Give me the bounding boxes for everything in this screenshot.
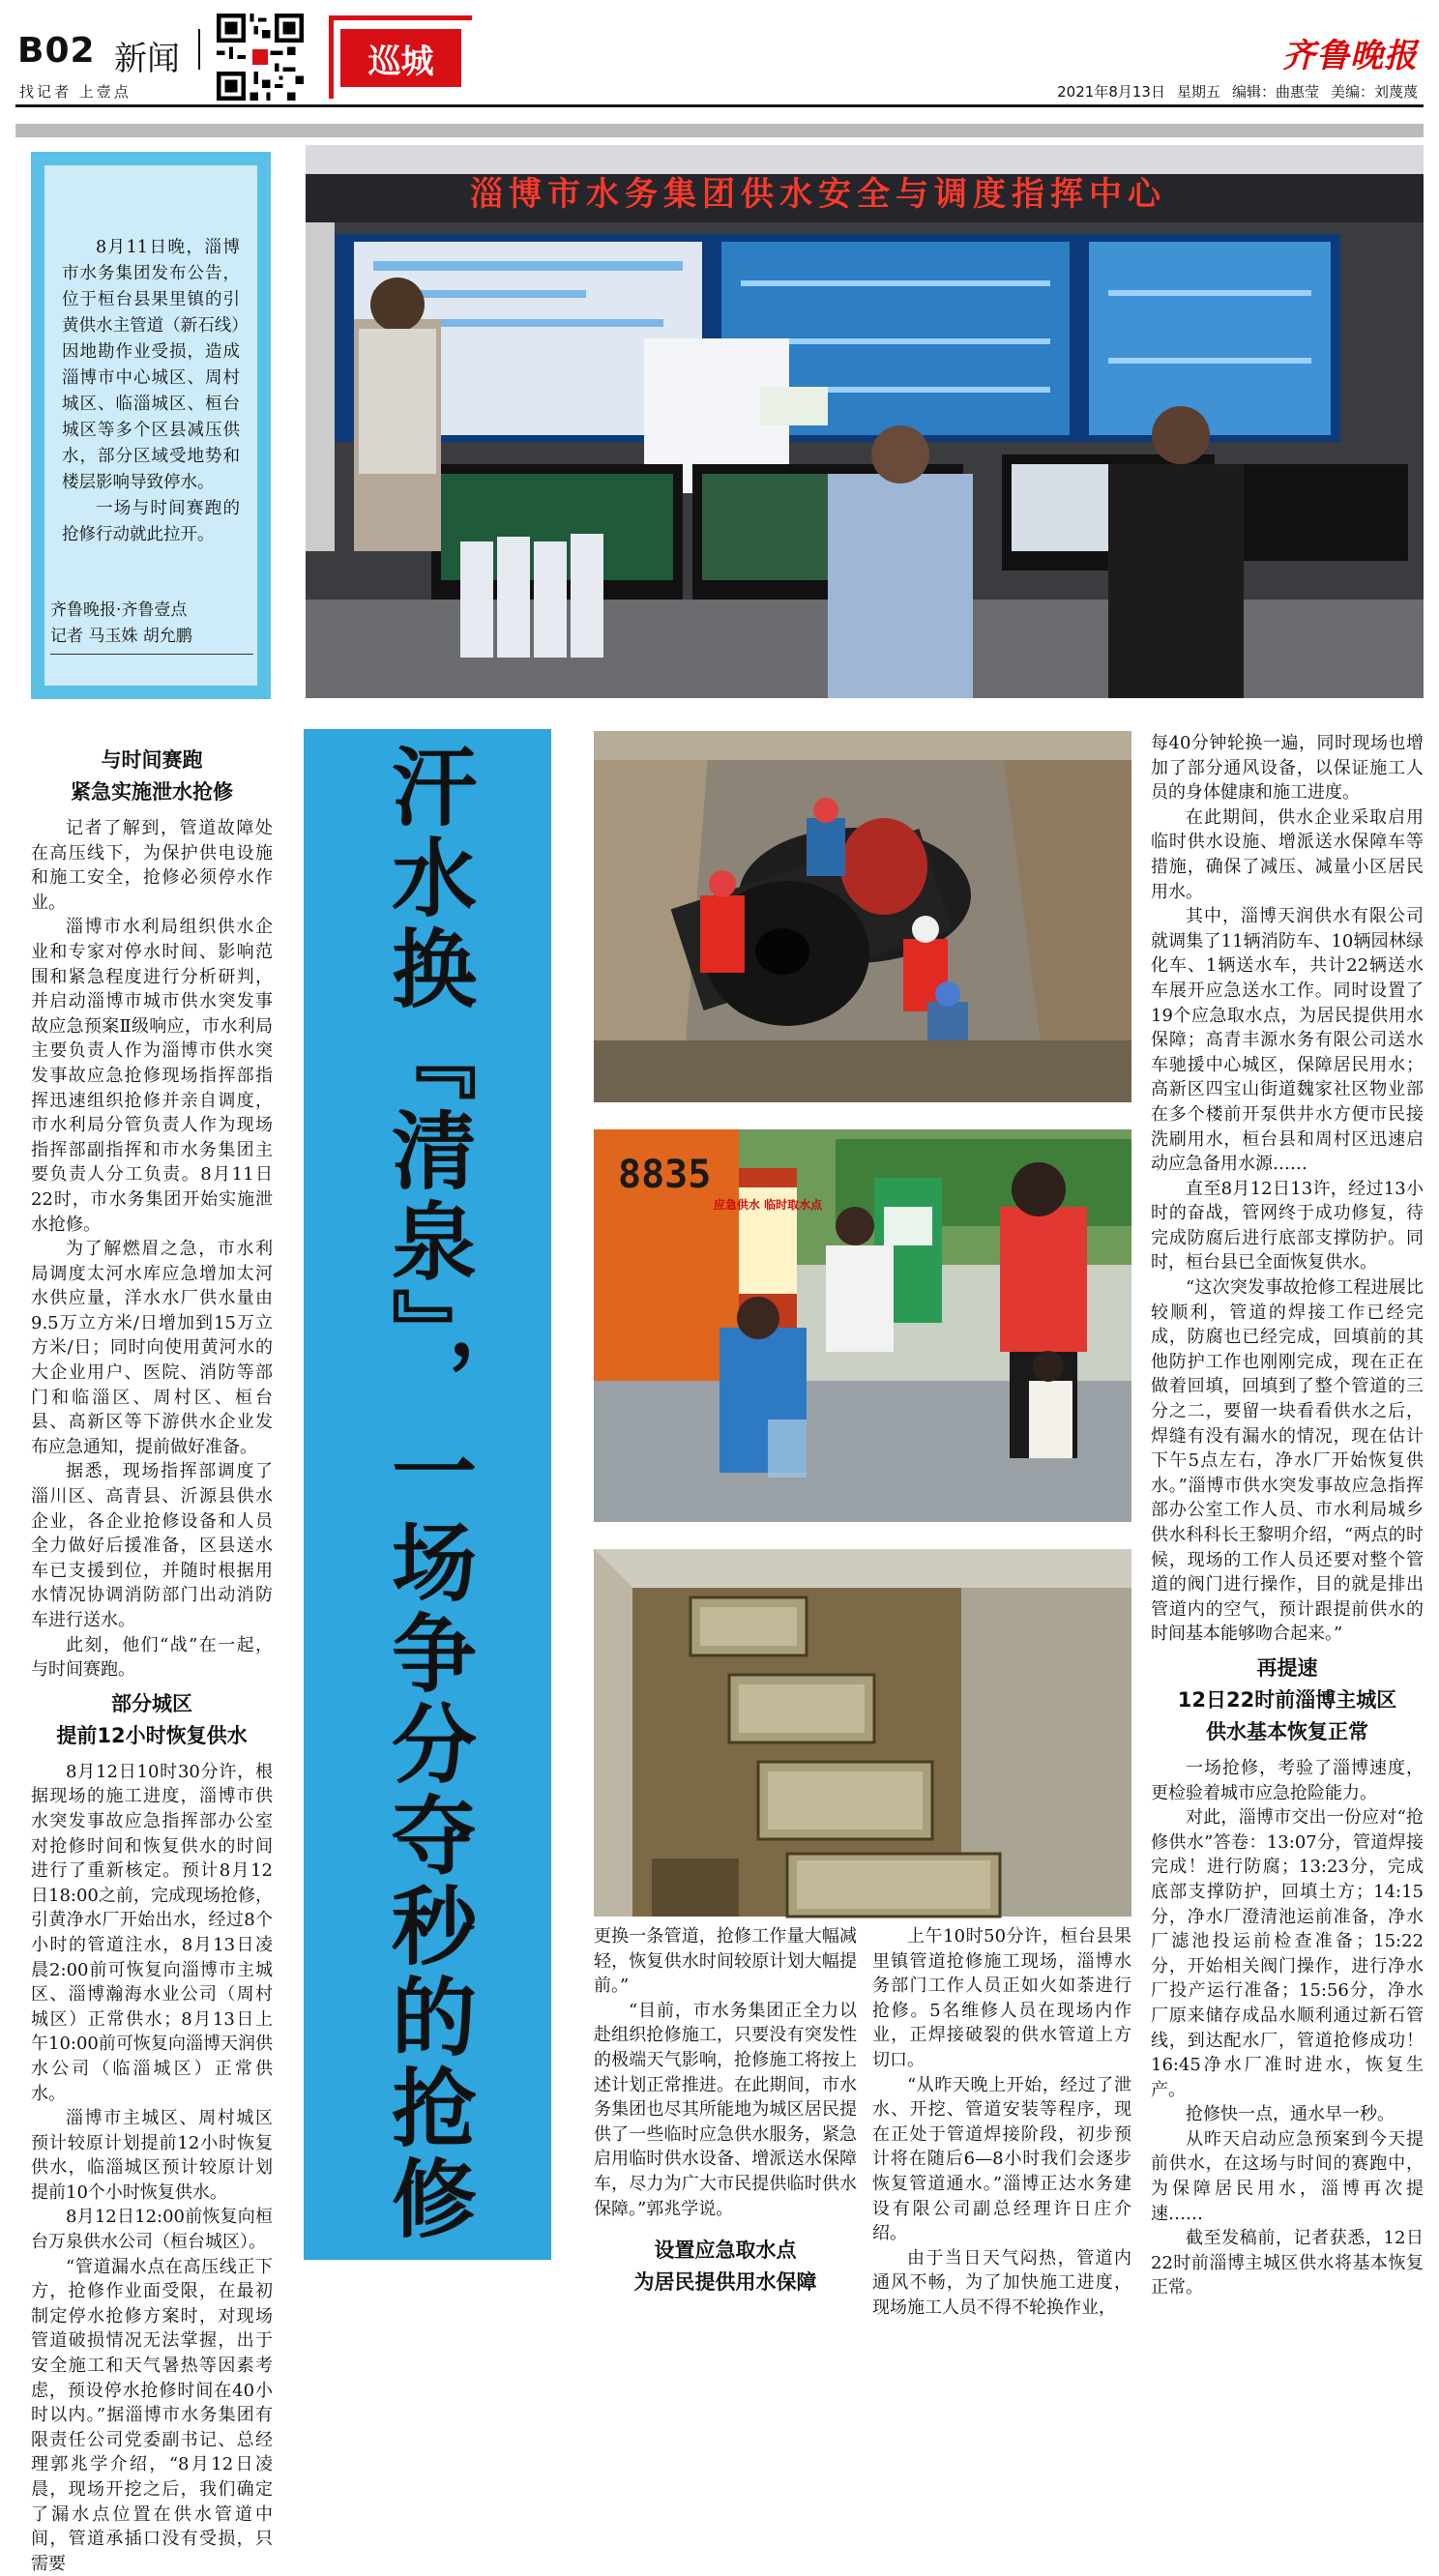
issue-date: 2021年8月13日 (1057, 83, 1165, 101)
qr-code-icon[interactable] (215, 14, 306, 101)
newspaper-logo: 齐鲁晚报 (1282, 37, 1418, 75)
column-tag: 巡城 (340, 29, 461, 87)
body-paragraph: 此刻，他们“战”在一起，与时间赛跑。 (31, 1634, 273, 1681)
body-paragraph: 淄博市主城区、周村城区预计较原计划提前12小时恢复供水，临淄城区预计较原计划提前10个小时恢复供水。 (31, 2108, 273, 2203)
body-paragraph: 更换一条管道，抢修工作量大幅减轻，恢复供水时间较原计划大幅提前。” (594, 1926, 857, 1997)
body-paragraph: 8月12日12:00前恢复向桓台万泉供水公司（桓台城区）。 (31, 2207, 273, 2253)
byline-org: 齐鲁晚报·齐鲁壹点 (50, 600, 188, 620)
subhead-line: 与时间赛跑 (101, 748, 203, 772)
subhead-line: 设置应急取水点 (654, 2239, 797, 2263)
body-paragraph: 其中，淄博天润供水有限公司就调集了11辆消防车、10辆园林绿化车、1辆送水车，共计22辆送水车展开应急送水工作。同时设置了19个应急取水点，为居民提供用水保障；高青丰源水务有限公司送水车驰援中心城区，保障居民用水；高新区四宝山街道魏家社区物业部在多个楼前开泵供井水方便市民接洗刷用水，桓台县和周村区迅速启动应急备用水源…… (1151, 906, 1424, 1175)
issue-meta (1057, 81, 1418, 102)
subhead-line: 部分城区 (111, 1691, 192, 1715)
water-point-sign: 应急供水 临时取水点 (713, 1198, 823, 1212)
body-paragraph: 为了解燃眉之急，市水利局调度太河水库应急增加太河水供应量，洋水水厂供水量由9.5万立方米/日增加到15万立方米/日；同时向使用黄河水的大企业用户、医院、消防等部门和临淄区、周村区、桓台县、高新区等下游供水企业发布应急通知，提前做好准备。 (31, 1239, 273, 1457)
pipe-repair-photo (594, 731, 1131, 1102)
lead-paragraph: 一场与时间赛跑的抢修行动就此拉开。 (62, 499, 240, 544)
lead-paragraph: 8月11日晚，淄博市水务集团发布公告，位于桓台县果里镇的引黄供水主管道（新石线）因地勘作业受损，造成淄博市中心城区、周村城区、临淄城区、桓台城区等多个区县减压供水，部分区域受地势和楼层影响导致停水。 (62, 238, 240, 492)
subhead (594, 2235, 857, 2298)
subhead (1151, 1653, 1424, 1748)
subhead-line: 12日22时前淄博主城区 (1177, 1687, 1397, 1712)
headline: 汗水换『清泉』，一场争分夺秒的抢修 (378, 743, 478, 2245)
body-paragraph: 直至8月12日13许，经过13小时的奋战，管网终于成功修复，待完成防腐后进行底部支撑防护。同时，桓台县已全面恢复供水。 (1151, 1178, 1424, 1273)
subhead-line: 供水基本恢复正常 (1206, 1719, 1368, 1743)
truck-number: 8835 (618, 1153, 712, 1197)
body-paragraph: 一场抢修，考验了淄博速度，更检验着城市应急抢险能力。 (1151, 1757, 1424, 1803)
subhead (31, 1688, 273, 1752)
editor-credit: 编辑：曲惠莹 (1231, 83, 1319, 101)
control-center-photo (306, 145, 1424, 698)
body-paragraph: 8月12日10时30分许，根据现场的施工进度，淄博市供水突发事故应急指挥部办公室对抢修时间和恢复供水的时间进行了重新核定。预计8月12日18:00之前，完成现场抢修，引黄净水厂开始出水，经过8个小时的管道注水，8月13日凌晨2:00前可恢复向淄博市主城区、淄博瀚海水业公司（周村城区）正常供水；8月13日上午10:00前可恢复向淄博天润供水公司（临淄城区）正常供水。 (31, 1761, 273, 2104)
body-paragraph: 淄博市水利局组织供水企业和专家对停水时间、影响范围和紧急程度进行分析研判，并启动淄博市城市供水突发事故应急预案Ⅱ级响应，市水利局主要负责人作为淄博市供水突发事故应急抢修现场指挥部指挥迅速组织抢修并亲自调度，市水利局分管负责人作为现场指挥部副指挥和市水务集团主要负责人分工负责。8月11日22时，市水务集团开始实施泄水抢修。 (31, 917, 273, 1235)
issue-weekday: 星期五 (1176, 83, 1220, 101)
section-name: 新闻 (114, 40, 180, 78)
body-paragraph: 由于当日天气闷热，管道内通风不畅，为了加快施工进度，现场施工人员不得不轮换作业， (872, 2247, 1131, 2318)
column-4 (1151, 731, 1424, 2300)
body-paragraph: 记者了解到，管道故障处在高压线下，为保护供电设施和施工安全，抢修必须停水作业。 (31, 818, 273, 913)
byline-reporters: 记者 马玉姝 胡允鹏 (50, 627, 192, 646)
subhead-line: 再提速 (1256, 1655, 1318, 1680)
subhead-line: 紧急实施泄水抢修 (71, 780, 233, 804)
body-paragraph: 在此期间，供水企业采取启用临时供水设施、增派送水保障车等措施，确保了减压、减量小区居民用水。 (1151, 806, 1424, 902)
tagline: 找记者 上壹点 (19, 83, 132, 101)
designer-credit: 美编：刘蔑蔑 (1330, 83, 1418, 101)
byline-rule (50, 654, 253, 655)
body-paragraph: 据悉，现场指挥部调度了淄川区、高青县、沂源县供水企业，各企业抢修设备和人员全力做好后援准备，区县送水车已支援到位，并随时根据用水情况协调消防部门出动消防车进行送水。 (31, 1461, 273, 1630)
page-code: B02 (17, 31, 96, 71)
column-3 (872, 1924, 1131, 2321)
body-paragraph: “这次突发事故抢修工程进展比较顺利，管道的焊接工作已经完成，防腐也已经完成，回填前的其他防护工作也刚刚完成，现在正在做着回填，回填到了整个管道的三分之二，要留一块看看供水之后，焊缝有没有漏水的情况，现在估计下午5点左右，净水厂开始恢复供水。”淄博市供水突发事故应急指挥部办公室工作人员、市水利局城乡供水科科长王黎明介绍，“两点的时候，现场的工作人员还要对整个管道的阀门进行操作，目的就是排出管道内的空气，预计跟提前供水的时间基本能够吻合起来。” (1151, 1277, 1424, 1645)
control-center-banner: 淄博市水务集团供水安全与调度指挥中心 (470, 175, 1166, 214)
body-paragraph: 截至发稿前，记者获悉，12日22时前淄博主城区供水将基本恢复正常。 (1151, 2228, 1424, 2298)
body-paragraph: 对此，淄博市交出一份应对“抢修供水”答卷：13:07分，管道焊接完成！进行防腐；13:23分，完成底部支撑防护，回填土方；14:15分，净水厂澄清池运前准备，净水厂滤池投运前检查准备；15:22分，开始相关阀门操作，进行净水厂投产运行准备；15:56分，净水厂原来储存成品水顺利通过新石管线，到达配水厂，管道抢修成功！16:45净水厂准时进水，恢复生产。 (1151, 1807, 1424, 2100)
body-paragraph: 从昨天启动应急预案到今天提前供水，在这场与时间的赛跑中，为保障居民用水，淄博再次提速…… (1151, 2128, 1424, 2224)
subhead-line: 提前12小时恢复供水 (56, 1723, 248, 1747)
subhead-line: 为居民提供用水保障 (633, 2270, 817, 2295)
water-point-photo (594, 1129, 1131, 1522)
body-paragraph: “从昨天晚上开始，经过了泄水、开挖、管道安装等程序，现在正处于管道焊接阶段，初步预计将在随后6—8小时我们会逐步恢复管道通水。”淄博正达水务建设有限公司副总经理许日庄介绍。 (872, 2074, 1131, 2244)
body-paragraph: 上午10时50分许，桓台县果里镇管道抢修施工现场，淄博水务部门工作人员正如火如荼进行抢修。5名维修人员在现场内作业，正焊接破裂的供水管道上方切口。 (872, 1926, 1131, 2070)
subhead (31, 745, 273, 808)
body-paragraph: “管道漏水点在高压线正下方，抢修作业面受限，在最初制定停水抢修方案时，对现场管道破损情况无法掌握，出于安全施工和天气暑热等因素考虑，预设停水抢修时间在40小时以内。”据淄博市水务集团有限责任公司党委副书记、总经理郭兆学介绍，“8月12日凌晨，现场开挖之后，我们确定了漏水点位置在供水管道中间，管道承插口没有受损，只需要 (31, 2256, 273, 2574)
column-1 (31, 739, 273, 2576)
body-paragraph: 每40分钟轮换一遍，同时现场也增加了部分通风设备，以保证施工人员的身体健康和施工进度。 (1151, 733, 1424, 804)
gray-band (15, 124, 1424, 137)
column-2 (594, 1924, 857, 2306)
masthead-divider (198, 29, 200, 70)
water-tank-photo (594, 1549, 1131, 1917)
body-paragraph: “目前，市水务集团正全力以赴组织抢修施工，只要没有突发性的极端天气影响，抢修施工将按上述计划正常推进。在此期间，市水务集团也尽其所能地为城区居民提供了一些临时应急供水服务，紧急启用临时供水设备、增派送水保障车，尽力为广大市民提供临时供水保障。”郭兆学说。 (594, 2000, 857, 2219)
headline-box (304, 729, 551, 2260)
byline (50, 598, 192, 650)
masthead-rule (15, 104, 1424, 107)
body-paragraph: 抢修快一点，通水早一秒。 (1186, 2104, 1395, 2125)
